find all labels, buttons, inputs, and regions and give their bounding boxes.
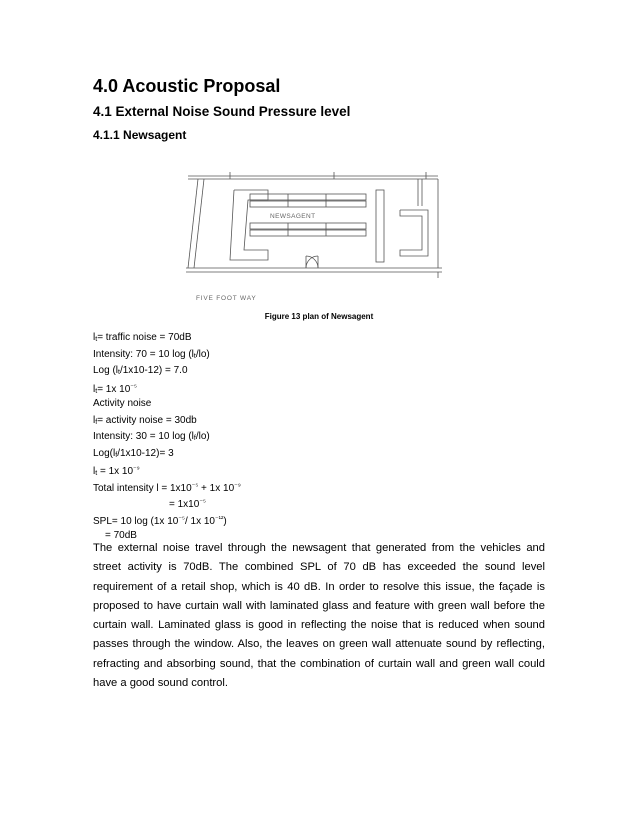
calc-line: = $1x10^{^{-5}}$ [169,499,206,510]
calc-line: Intensity: 70 = 10 log (lt/lo) [93,348,210,360]
newsagent-floor-plan [186,170,442,302]
calc-line: = 70dB [105,530,137,541]
plan-l-display [230,190,268,260]
plan-room-label: NEWSAGENT [270,213,316,220]
calc-line: Activity noise [93,398,152,409]
figure-caption: Figure 13 plan of Newsagent [264,312,374,321]
sub-subsection-heading: 4.1.1 Newsagent [93,128,187,142]
calc-line: lt= 1x $10^{^{-5}}$ [93,383,137,395]
body-paragraph: The external noise travel through the newsagent that generated from the vehicles and street activity is 70dB. The combined SPL of 70 dB has exceeded the sound level requirement of a retail shop, which is 40 dB. In order to resolve this issue, the façade is proposed to have curtain wall with laminated glass and feature with green wall before the curtain wall. Laminated glass is good in reflecting the noise that is reduced when sound passes through the window. Also, the leaves on green wall attenuate sound by reflecting, refracting and absorbing sound, that the combination of curtain wall and green wall could have a good sound control. [93,542,545,690]
calc-line: lf= activity noise = 30db [93,414,197,426]
calc-line: lt = 1x $10^{^{-9}}$ [93,466,140,477]
calc-line: lt= traffic noise = 70dB [93,332,192,343]
plan-shelf [250,223,366,229]
plan-street-label: FIVE FOOT WAY [196,295,257,302]
section-heading: 4.0 Acoustic Proposal [93,76,281,96]
calc-line: Log (lt/1x10-12) = 7.0 [93,365,188,376]
plan-counter [376,190,384,262]
calc-line: Intensity: 30 = 10 log (lf/lo) [93,431,210,442]
calc-line: Log(lf/1x10-12)= 3 [93,447,174,459]
calc-line: Total intensity $l = 1x10^{^{-5}} + 1x$ $10^{^{-9}}$ [93,482,241,494]
plan-right-room [400,210,428,256]
calculation-block [93,330,553,545]
plan-shelf [250,194,366,200]
calc-line: SPL= 10 log (1x $10^{^{-5}}/$ 1x $10^{^{-12}}$) [93,515,227,527]
subsection-heading: 4.1 External Noise Sound Pressure level [93,104,351,119]
plan-facade [188,179,198,268]
